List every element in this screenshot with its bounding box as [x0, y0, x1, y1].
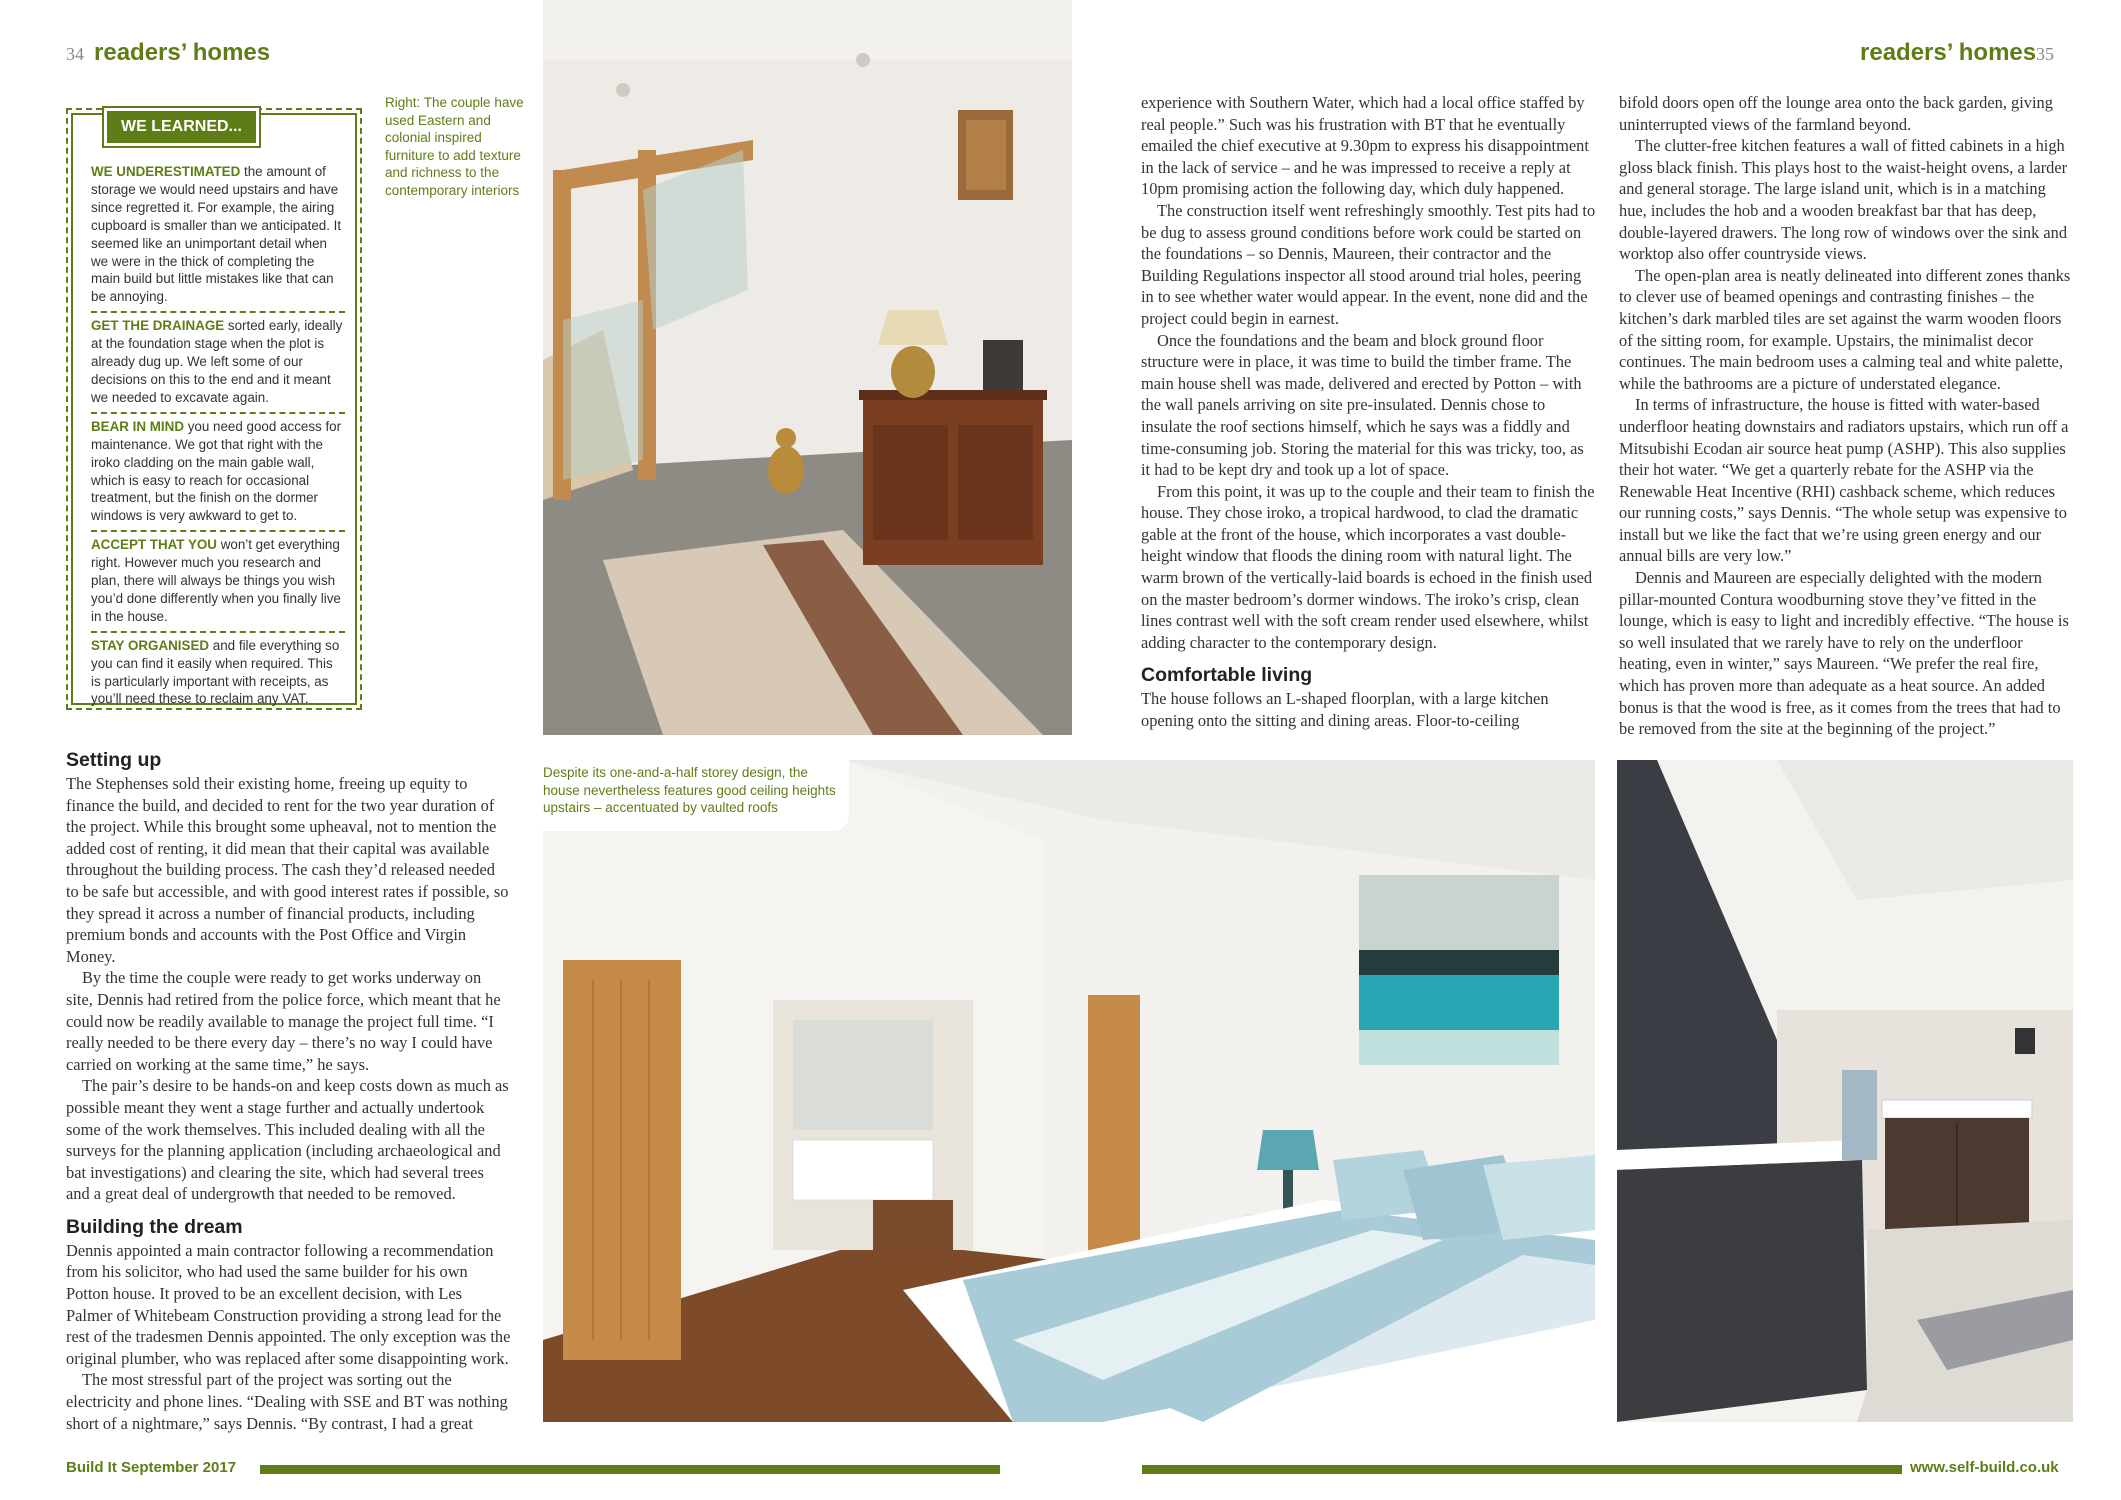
paragraph: The pair’s desire to be hands-on and keep costs down as much as possible meant they went a stage further and actually undertook some of the work themselves. This included dealing with all the surveys for the planning application (including archaeological and bat investigations) and clearing the site, which had several trees and a great deal of undergrowth that needed to be removed.	[66, 1076, 509, 1204]
caption-bedroom: Despite its one-and-a-half storey design, the house nevertheless features good ceiling heights upstairs – accentuated by vaulted roofs	[543, 760, 849, 831]
we-learned-title: WE LEARNED...	[104, 108, 259, 146]
bedroom-photo	[543, 760, 1595, 1422]
paragraph: In terms of infrastructure, the house is fitted with water-based underfloor heating downstairs and radiators upstairs, which run off a Mitsubishi Ecodan air source heat pump (ASHP). This also supplies their hot water. “We get a quarterly rebate for the ASHP via the Renewable Heat Incentive (RHI) cashback scheme, which reduces our running costs,” says Dennis. “The whole setup was expensive to install but we like the fact that we’re using green energy and our annual bills are very low.”	[1619, 395, 2069, 566]
paragraph: The construction itself went refreshingly smoothly. Test pits had to be dug to assess ground conditions before work could be started on the foundations – so Dennis, Maureen, their contractor and the Building Regulations inspector all stood around trial holes, peering in to see whether water would appear. In the event, none did and the project could begin in earnest.	[1141, 200, 1596, 328]
heading-building-the-dream: Building the dream	[66, 1215, 243, 1238]
footer-rule-right	[1142, 1465, 1902, 1474]
paragraph: Dennis and Maureen are especially delighted with the modern pillar-mounted Contura woodburning stove they’ve fitted in the lounge, which is easy to light and incredibly effective. “The house is so well insulated that we rarely have to rely on the underfloor heating, even in winter,” says Maureen. “We prefer the real fire, which has proven more than adequate as a heat source. An added bonus is that the wood is free, as it comes from the trees that had to be removed from the site at the beginning of the project.”	[1619, 568, 2069, 739]
footer-website[interactable]: www.self-build.co.uk	[1910, 1459, 2059, 1476]
paragraph: Dennis appointed a main contractor following a recommendation from his solicitor, who had used the same builder for his own Potton house. It proved to be an excellent decision, with Les Palmer of Whitebeam Construction providing a strong lead for the rest of the tradesmen Dennis appointed. The only exception was the original plumber, who was replaced after some disappointing work.	[66, 1240, 511, 1368]
right-page-number: 35	[2036, 44, 2054, 64]
paragraph: The open-plan area is neatly delineated into different zones thanks to clever use of beamed openings and contrasting finishes – the kitchen’s dark marbled tiles are set against the warm wooden floors of the sitting room, for example. Upstairs, the minimalist decor continues. The main bedroom uses a calming teal and white palette, while the bathrooms are a picture of understated elegance.	[1619, 265, 2071, 393]
paragraph: experience with Southern Water, which had a local office staffed by real people.” Such was his frustration with BT that he eventually emailed the chief executive at 9.30pm to express his disappointment in the lack of service – and he was impressed to receive a reply at 10pm promising action the following day, which duly happened.	[1141, 93, 1589, 199]
paragraph: From this point, it was up to the couple and their team to finish the house. They chose iroko, a tropical hardwood, to clad the dramatic gable at the front of the house, which incorporates a vast double-height window that floods the dining room with natural light. The warm brown of the vertically-laid boards is echoed in the finish used on the master bedroom’s dormer windows. The iroko’s crisp, clean lines contrast well with the soft cream render used elsewhere, whilst adding character to the contemporary design.	[1141, 481, 1595, 652]
paragraph: Once the foundations and the beam and block ground floor structure were in place, it was time to build the timber frame. The main house shell was made, delivered and erected by Potton – with the wall panels arriving on site pre-insulated. Dennis chose to insulate the roof sections himself, which he says was a fiddly and time-consuming job. Storing the material for this was tricky, too, as it had to be kept dry and took up a lot of space.	[1141, 330, 1584, 480]
tip-accept: ACCEPT THAT YOU won’t get everything right. However much you research and plan, there will always be things you wish you’d done differently when you finally live in the house.	[91, 532, 345, 633]
tip-organised: STAY ORGANISED and file everything so you can find it easily when required. This is particularly important with receipts, as you’ll need these to reclaim any VAT.	[91, 637, 340, 707]
footer-publication: Build It September 2017	[66, 1459, 237, 1476]
paragraph: The clutter-free kitchen features a wall of fitted cabinets in a high gloss black finish. This plays host to the waist-height ovens, a larder and general storage. The large island unit, which is in a matching hue, includes the hob and a wooden breakfast bar that has deep, double-layered drawers. The long row of windows over the sink and worktop also offer countryside views.	[1619, 136, 2068, 264]
we-learned-box	[66, 108, 362, 710]
bathroom-photo	[1617, 760, 2073, 1422]
column-left	[66, 748, 511, 1434]
column-right-2	[1619, 92, 2074, 740]
right-section-title: readers’ homes	[1860, 39, 2037, 66]
heading-setting-up: Setting up	[66, 749, 162, 771]
tip-access: BEAR IN MIND you need good access for maintenance. We got that right with the iroko cladding on the main gable wall, which is easy to reach for occasional treatment, but the finish on the dormer windows is very awkward to get to.	[91, 414, 345, 532]
paragraph: The house follows an L-shaped floorplan, with a large kitchen opening onto the sitting and dining areas. Floor-to-ceiling	[1141, 689, 1549, 731]
caption-hallway: Right: The couple have used Eastern and colonial inspired furniture to add texture and richness to the contemporary interiors	[385, 95, 524, 198]
paragraph: The most stressful part of the project was sorting out the electricity and phone lines. “Dealing with SSE and BT was nothing short of a nightmare,” says Dennis. “By contrast, I had a great	[66, 1370, 508, 1433]
paragraph: bifold doors open off the lounge area onto the back garden, giving uninterrupted views of the farmland beyond.	[1619, 93, 2053, 134]
column-right-1	[1141, 92, 1596, 732]
heading-comfortable-living: Comfortable living	[1141, 664, 1313, 687]
paragraph: By the time the couple were ready to get works underway on site, Dennis had retired from the police force, which meant that he could now be readily available to manage the project full time. “I really needed to be there every day – there’s no way I could have carried on working at the same time,” he says.	[66, 968, 501, 1074]
hallway-photo	[543, 0, 1072, 735]
tip-drainage: GET THE DRAINAGE sorted early, ideally at the foundation stage when the plot is already dug up. We left some of our decisions on this to the end and it meant we needed to excavate again.	[91, 313, 345, 414]
left-page-number: 34	[66, 44, 84, 64]
paragraph: The Stephenses sold their existing home, freeing up equity to finance the build, and decided to rent for the two year duration of the project. While this brought some upheaval, not to mention the added cost of renting, it did mean that their capital was available throughout the building process. The cash they’d released needed to be safe but accessible, and with good interest rates if possible, so they spread it across a number of financial products, including premium bonds and accounts with the Post Office and Virgin Money.	[66, 774, 509, 966]
tip-underestimated: WE UNDERESTIMATED the amount of storage we would need upstairs and have since regretted it. For example, the airing cupboard is smaller than we anticipated. It seemed like an unimportant detail when we were in the thick of completing the main build but little mistakes like that can be annoying.	[91, 159, 345, 313]
footer-rule-left	[260, 1465, 1000, 1474]
left-section-title: readers’ homes	[94, 39, 271, 66]
